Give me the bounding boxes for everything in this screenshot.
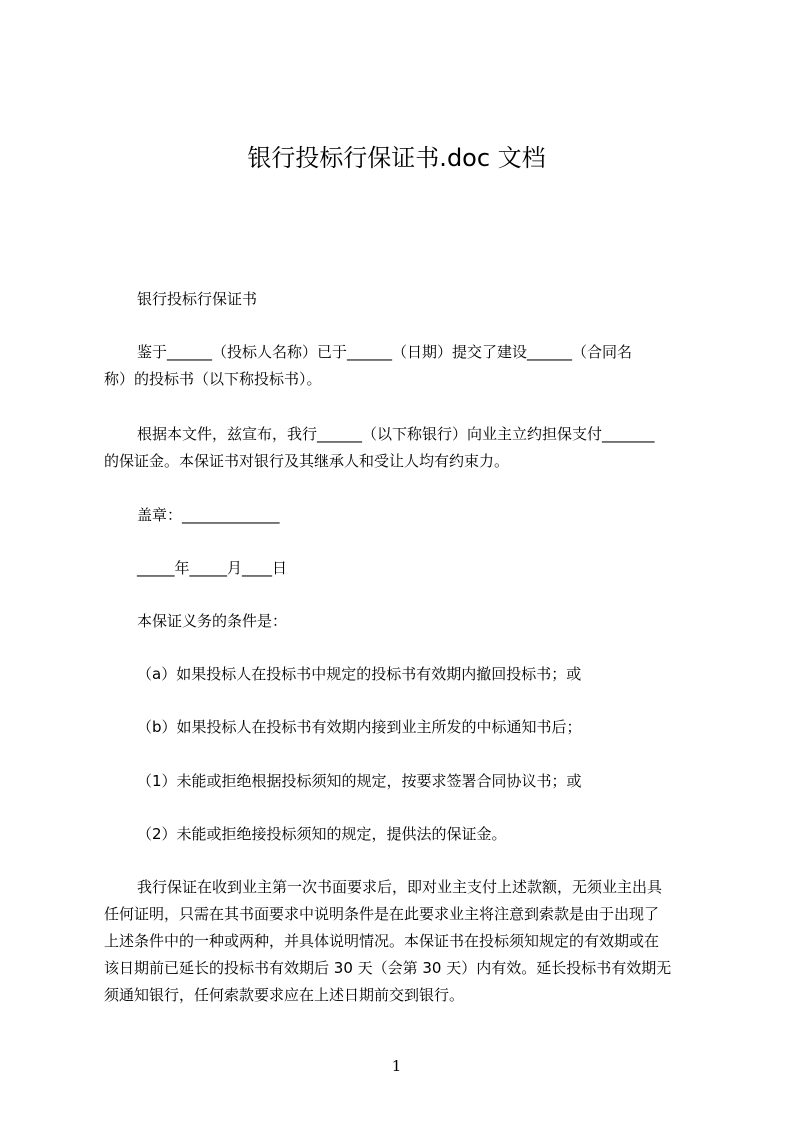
paragraph-declaration-line-1: 根据本文件，兹宣布，我行______（以下称银行）向业主立约担保支付_______	[137, 425, 655, 443]
paragraph-declaration-line-2: 的保证金。本保证书对银行及其继承人和受让人均有约束力。	[104, 452, 510, 470]
paragraph-bank-guarantee-line-4: 该日期前已延长的投标书有效期后 30 天（会第 30 天）内有效。延长投标书有效期无	[104, 959, 672, 977]
paragraph-bank-guarantee-line-3: 上述条件中的一种或两种，并具体说明情况。本保证书在投标须知规定的有效期或在	[104, 932, 660, 950]
conditions-heading: 本保证义务的条件是：	[137, 612, 288, 630]
paragraph-submission	[104, 339, 700, 393]
paragraph-declaration	[104, 421, 700, 475]
guarantee-heading: 银行投标行保证书	[137, 290, 258, 308]
paragraph-bank-guarantee-line-1: 我行保证在收到业主第一次书面要求后，即对业主支付上述款额，无须业主出具	[137, 878, 663, 896]
paragraph-submission-line-1: 鉴于______（投标人名称）已于______（日期）提交了建设______（合同名	[137, 343, 633, 361]
paragraph-bank-guarantee	[104, 874, 700, 1009]
document-title: 银行投标行保证书.doc 文档	[247, 144, 546, 172]
condition-1: （1）未能或拒绝根据投标须知的规定，按要求签署合同协议书；或	[137, 772, 582, 790]
condition-a: （a）如果投标人在投标书中规定的投标书有效期内撤回投标书；或	[137, 665, 582, 683]
seal-line: 盖章：_____________	[137, 506, 280, 524]
date-line: _____年_____月____日	[137, 559, 288, 577]
page-number: 1	[391, 1057, 402, 1075]
paragraph-submission-line-2: 称）的投标书（以下称投标书）。	[104, 370, 322, 388]
condition-2: （2）未能或拒绝接投标须知的规定，提供法的保证金。	[137, 825, 507, 843]
condition-b: （b）如果投标人在投标书有效期内接到业主所发的中标通知书后；	[137, 718, 582, 736]
paragraph-bank-guarantee-line-2: 任何证明，只需在其书面要求中说明条件是在此要求业主将注意到索款是由于出现了	[104, 905, 660, 923]
paragraph-bank-guarantee-line-5: 须通知银行，任何索款要求应在上述日期前交到银行。	[104, 986, 465, 1004]
